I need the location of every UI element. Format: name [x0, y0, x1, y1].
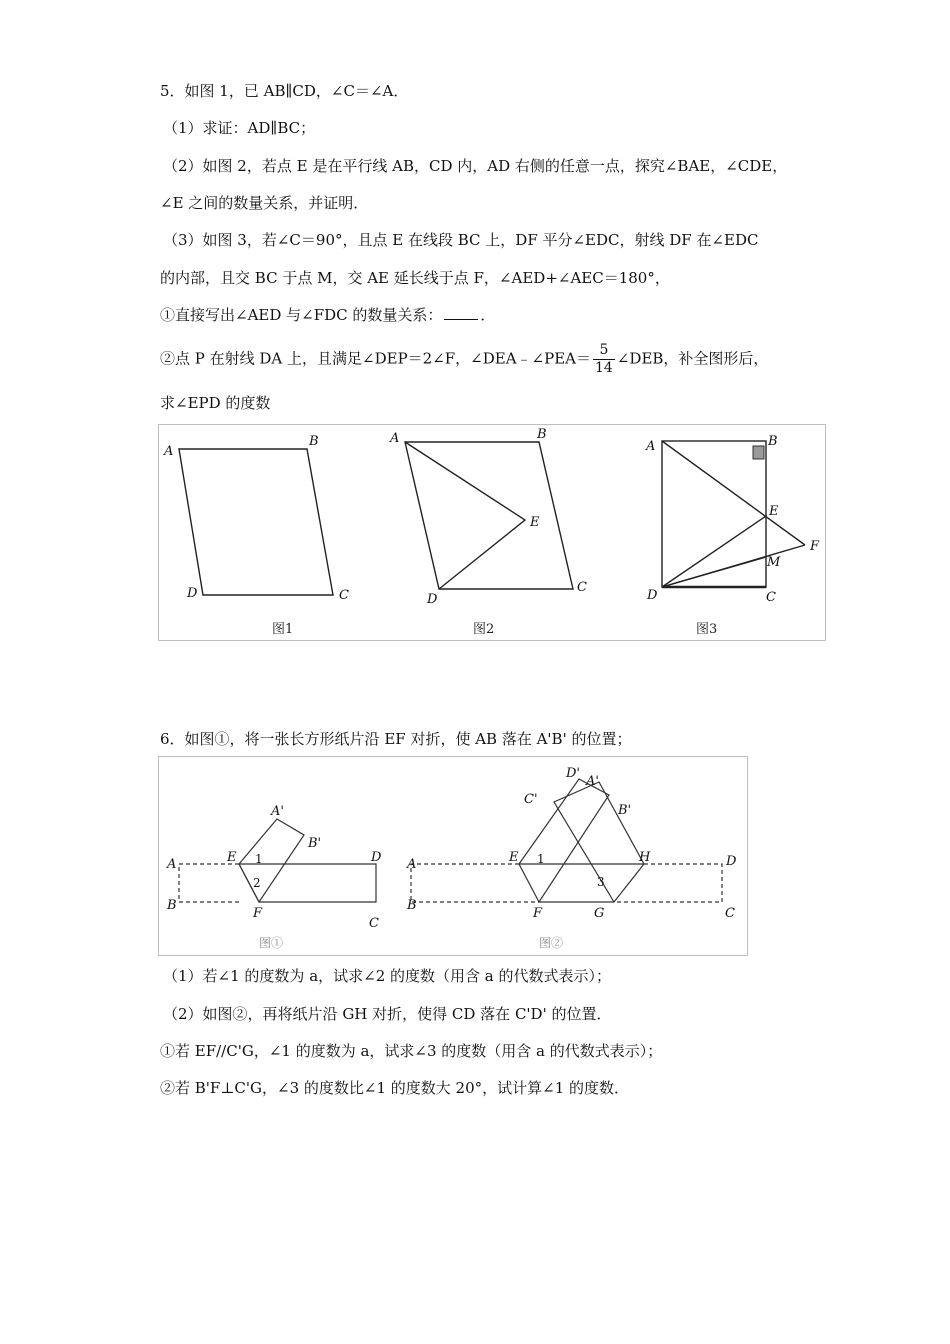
q6-figure-panel: [158, 756, 748, 956]
fig3-label-d: D: [647, 588, 658, 603]
fig2-angle-1: 1: [537, 852, 545, 866]
q5-figure-panel: [158, 424, 826, 641]
fig2-label-b-prime: B': [618, 803, 632, 818]
fig3-line-af: [662, 441, 805, 545]
fig1-label-b: B: [167, 898, 177, 913]
fig1-label-e: E: [227, 850, 237, 865]
q5-sub1: [160, 305, 495, 325]
q5-part1: （1）求证：AD∥BC；: [163, 119, 316, 137]
q5-intro: 5．如图 1，已 AB∥CD，∠C＝∠A．: [160, 82, 409, 100]
fig1-angle-1: 1: [255, 852, 263, 866]
fig1-label-f: F: [253, 906, 263, 921]
fig2-ae-ed: [405, 442, 525, 589]
fig3-caption: 图3: [696, 622, 718, 637]
fig2-label-c: C: [725, 906, 735, 921]
q5-part2-line2: ∠E 之间的数量关系，并证明．: [160, 194, 369, 212]
fig2-label-c-prime: C': [524, 792, 538, 807]
fig3-label-f: F: [810, 539, 820, 554]
fig2-label-h: H: [639, 850, 651, 865]
fig1-label-b: B: [309, 434, 319, 449]
fraction-denominator: 14: [595, 360, 613, 376]
fig2-folded-away-left: [411, 864, 539, 902]
fig2-label-a: A: [407, 857, 417, 872]
q5-part3-line1: （3）如图 3，若∠C＝90°，且点 E 在线段 BC 上，DF 平分∠EDC，射线 DF 在∠EDC: [163, 231, 759, 249]
fig2-label-g: G: [594, 906, 605, 921]
fig3-label-e: E: [769, 504, 779, 519]
fig1-caption: 图①: [259, 936, 284, 950]
fig2-label-c: C: [577, 580, 587, 595]
q5-part2-line1: （2）如图 2，若点 E 是在平行线 AB，CD 内，AD 右侧的任意一点，探究∠BAE，∠CDE，: [163, 157, 788, 175]
answer-blank[interactable]: [444, 305, 478, 320]
fig1-label-b-prime: B': [308, 836, 322, 851]
fig2-parallelogram: [405, 442, 573, 589]
fig2-folded-away-right: [614, 864, 722, 902]
fig1-label-a: A: [164, 444, 174, 459]
fig2-label-a: A: [390, 431, 400, 446]
fraction-numerator: 5: [593, 342, 615, 360]
fig1-angle-2: 2: [253, 876, 261, 890]
fig3-label-a: A: [646, 439, 656, 454]
fig2-label-d: D: [427, 592, 438, 607]
fig3-line-dm: [662, 557, 766, 587]
fig2-label-b: B: [537, 427, 547, 442]
fig2-label-e: E: [509, 850, 519, 865]
fig1-parallelogram: [179, 449, 333, 595]
fig2-caption: 图2: [473, 622, 495, 637]
q6-intro: 6．如图①，将一张长方形纸片沿 EF 对折，使 AB 落在 A'B' 的位置；: [160, 730, 632, 748]
fig3-rectangle: [662, 441, 766, 587]
q5-sub1-suffix: ．: [480, 306, 496, 324]
right-angle-marker: [753, 446, 764, 459]
fraction: [593, 342, 615, 377]
fig1-label-c: C: [369, 916, 379, 931]
fig1-caption: 图1: [272, 622, 294, 637]
fig1-folded-flap: [239, 819, 304, 902]
q6-sub1: ①若 EF//C'G，∠1 的度数为 a，试求∠3 的度数（用含 a 的代数式表示）；: [160, 1042, 663, 1060]
fig1-folded-away-part: [179, 864, 239, 902]
fig2-label-d-prime: D': [566, 766, 580, 781]
q6-part1: （1）若∠1 的度数为 a，试求∠2 的度数（用含 a 的代数式表示）；: [163, 967, 611, 985]
q5-part3-line2: 的内部，且交 BC 于点 M，交 AE 延长线于点 F，∠AED+∠AEC＝180°，: [160, 269, 670, 287]
q6-part2: （2）如图②，再将纸片沿 GH 对折，使得 CD 落在 C'D' 的位置．: [163, 1005, 612, 1023]
q6-figures-svg: [159, 757, 747, 955]
q5-sub2-end: 求∠EPD 的度数: [160, 394, 271, 412]
fig3-label-b: B: [768, 434, 778, 449]
fig1-label-a-prime: A': [271, 804, 284, 819]
q5-sub2-suffix: ∠DEB，补全图形后，: [616, 349, 769, 368]
fig2-label-e: E: [530, 515, 540, 530]
q5-sub2: [160, 342, 768, 377]
q5-figures-svg: [159, 425, 825, 640]
fig2-angle-3: 3: [597, 875, 605, 889]
fig3-label-m: M: [767, 555, 781, 570]
fig2-label-d: D: [726, 854, 737, 869]
fig2-label-b: B: [407, 898, 417, 913]
fig2-label-a-prime: A': [586, 774, 599, 789]
fig3-line-de: [662, 516, 766, 587]
q5-sub2-text: ②点 P 在射线 DA 上，且满足∠DEP＝2∠F，∠DEA﹣∠PEA＝: [160, 349, 592, 368]
fig3-label-c: C: [766, 590, 776, 605]
q6-sub2: ②若 B'F⊥C'G，∠3 的度数比∠1 的度数大 20°，试计算∠1 的度数．: [160, 1079, 630, 1097]
fig2-label-f: F: [533, 906, 543, 921]
q5-sub1-text: ①直接写出∠AED 与∠FDC 的数量关系：: [160, 306, 443, 324]
fig1-label-d: D: [371, 850, 382, 865]
fig1-label-c: C: [339, 588, 349, 603]
fig1-label-a: A: [167, 857, 177, 872]
fig1-label-d: D: [187, 586, 198, 601]
fig2-caption: 图②: [539, 936, 564, 950]
